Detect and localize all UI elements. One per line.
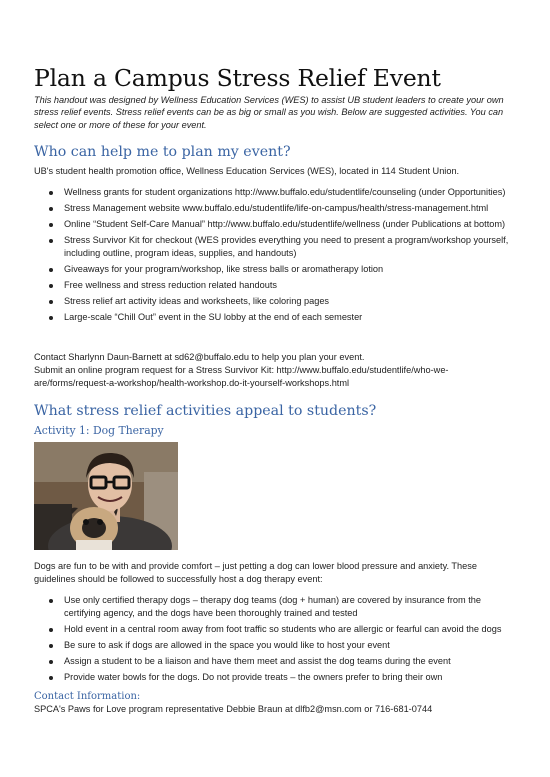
list-item: Giveaways for your program/workshop, like stress balls or aromatherapy lotion (64, 263, 518, 276)
list-item: Use only certified therapy dogs – therapy dog teams (dog + human) are covered by insurance from the certifying agency, and the dogs have been thoroughly trained and tested (64, 594, 518, 620)
contact-information-block (34, 690, 518, 716)
list-item: Wellness grants for student organizations http://www.buffalo.edu/studentlife/counseling (under Opportunities) (64, 186, 518, 199)
page-title: Plan a Campus Stress Relief Event (34, 64, 441, 92)
list-item: Online “Student Self-Care Manual” http://www.buffalo.edu/studentlife/wellness (under Publications at bottom) (64, 218, 518, 231)
intro-paragraph: This handout was designed by Wellness Education Services (WES) to assist UB student leaders to create your own stress relief events. Stress relief events can be as big or small as you wish. Below are suggested activities. You can select one or more of these for your event. (34, 95, 504, 130)
section-lead: UB's student health promotion office, Wellness Education Services (WES), located in 114 Student Union. (34, 166, 460, 177)
activity-description: Dogs are fun to be with and provide comfort – just petting a dog can lower blood pressure and anxiety. These guidelines should be followed to successfully host a dog therapy event: (34, 561, 477, 585)
section-heading-who-can-help: Who can help me to plan my event? (34, 144, 291, 161)
activity-heading: Activity 1: Dog Therapy (34, 424, 164, 438)
section-heading-activities: What stress relief activities appeal to students? (34, 403, 377, 420)
list-item: Be sure to ask if dogs are allowed in the space you would like to host your event (64, 639, 518, 652)
contact-information-heading: Contact Information: (34, 691, 141, 703)
list-item: Hold event in a central room away from foot traffic so students who are allergic or fearful can avoid the dogs (64, 623, 518, 636)
document-content (34, 64, 518, 716)
contact-block (34, 351, 518, 390)
guideline-list (34, 594, 518, 684)
contact-line: Contact Sharlynn Daun-Barnett at sd62@buffalo.edu to help you plan your event. (34, 352, 365, 363)
list-item: Assign a student to be a liaison and have them meet and assist the dog teams during the event (64, 655, 518, 668)
list-item: Stress relief art activity ideas and worksheets, like coloring pages (64, 295, 518, 308)
list-item: Stress Survivor Kit for checkout (WES provides everything you need to present a program/workshop yourself, including outline, program ideas, supplies, and handouts) (64, 234, 518, 260)
list-item: Large-scale “Chill Out” event in the SU lobby at the end of each semester (64, 311, 518, 324)
submit-request-line: Submit an online program request for a Stress Survivor Kit: http://www.buffalo.edu/studentlife/who-we-are/forms/request-a-workshop/health-workshop.do-it-yourself-workshops.html (34, 365, 449, 389)
list-item: Provide water bowls for the dogs. Do not provide treats – the owners prefer to bring their own (64, 671, 518, 684)
dog-therapy-photo-icon (34, 442, 178, 550)
list-item: Stress Management website www.buffalo.edu/studentlife/life-on-campus/health/stress-management.html (64, 202, 518, 215)
contact-information-text: SPCA's Paws for Love program representative Debbie Braun at dlfb2@msn.com or 716-681-0744 (34, 704, 433, 715)
list-item: Free wellness and stress reduction related handouts (64, 279, 518, 292)
resource-list (34, 186, 518, 324)
